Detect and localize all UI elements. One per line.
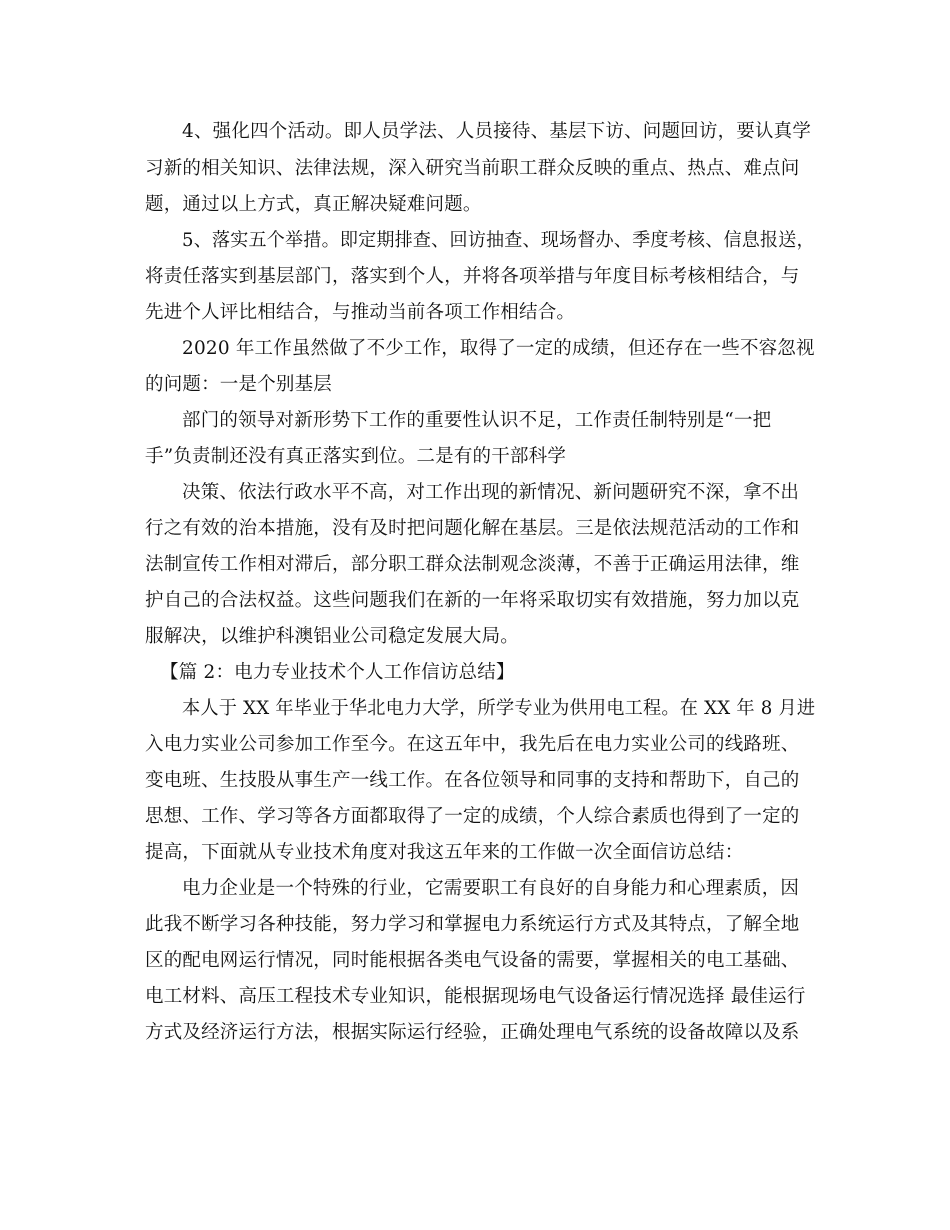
text-line: 入电力实业公司参加工作至今。在这五年中，我先后在电力实业公司的线路班、 [145,734,800,755]
text-line: 电工材料、高压工程技术专业知识，能根据现场电气设备运行情况选择 最佳运行 [145,986,806,1007]
text-line: 将责任落实到基层部门，落实到个人，并将各项举措与年度目标考核相结合，与 [145,266,800,287]
text-line: 4、强化四个活动。即人员学法、人员接待、基层下访、问题回访，要认真学 [182,121,812,142]
text-line: 手”负责制还没有真正落实到位。二是有的干部科学 [145,446,567,467]
text-line: 先进个人评比相结合，与推动当前各项工作相结合。 [145,302,576,323]
text-line: 本人于 XX 年毕业于华北电力大学，所学专业为供用电工程。在 XX 年 8 月进 [182,698,816,719]
text-line: 习新的相关知识、法律法规，深入研究当前职工群众反映的重点、热点、难点问 [145,158,800,179]
text-line: 变电班、生技股从事生产一线工作。在各位领导和同事的支持和帮助下，自己的 [145,770,800,791]
text-line: 思想、工作、学习等各方面都取得了一定的成绩，个人综合素质也得到了一定的 [145,806,800,827]
text-line: 区的配电网运行情况，同时能根据各类电气设备的需要，掌握相关的电工基础、 [145,950,800,971]
text-line: 法制宣传工作相对滞后，部分职工群众法制观念淡薄，不善于正确运用法律，维 [145,554,800,575]
text-line: 电力企业是一个特殊的行业，它需要职工有良好的自身能力和心理素质，因 [182,878,800,899]
text-line: 部门的领导对新形势下工作的重要性认识不足，工作责任制特别是“一把 [182,410,772,431]
text-line: 方式及经济运行方法，根据实际运行经验，正确处理电气系统的设备故障以及系 [145,1022,800,1043]
text-line: 护自己的合法权益。这些问题我们在新的一年将采取切实有效措施，努力加以克 [145,590,800,611]
text-line: 服解决，以维护科澳铝业公司稳定发展大局。 [145,626,520,647]
text-line: 的问题：一是个别基层 [145,374,333,395]
text-line: 决策、依法行政水平不高，对工作出现的新情况、新问题研究不深，拿不出 [182,482,800,503]
text-line: 提高，下面就从专业技术角度对我这五年来的工作做一次全面信访总结： [145,842,744,863]
section-heading: 【篇 2：电力专业技术个人工作信访总结】 [160,662,515,683]
text-line: 题，通过以上方式，真正解决疑难问题。 [145,194,482,215]
text-line: 5、落实五个举措。即定期排查、回访抽查、现场督办、季度考核、信息报送， [182,230,815,251]
text-line: 2020 年工作虽然做了不少工作，取得了一定的成绩，但还存在一些不容忽视 [182,338,815,359]
text-line: 此我不断学习各种技能，努力学习和掌握电力系统运行方式及其特点，了解全地 [145,914,800,935]
text-line: 行之有效的治本措施，没有及时把问题化解在基层。三是依法规范活动的工作和 [145,518,800,539]
